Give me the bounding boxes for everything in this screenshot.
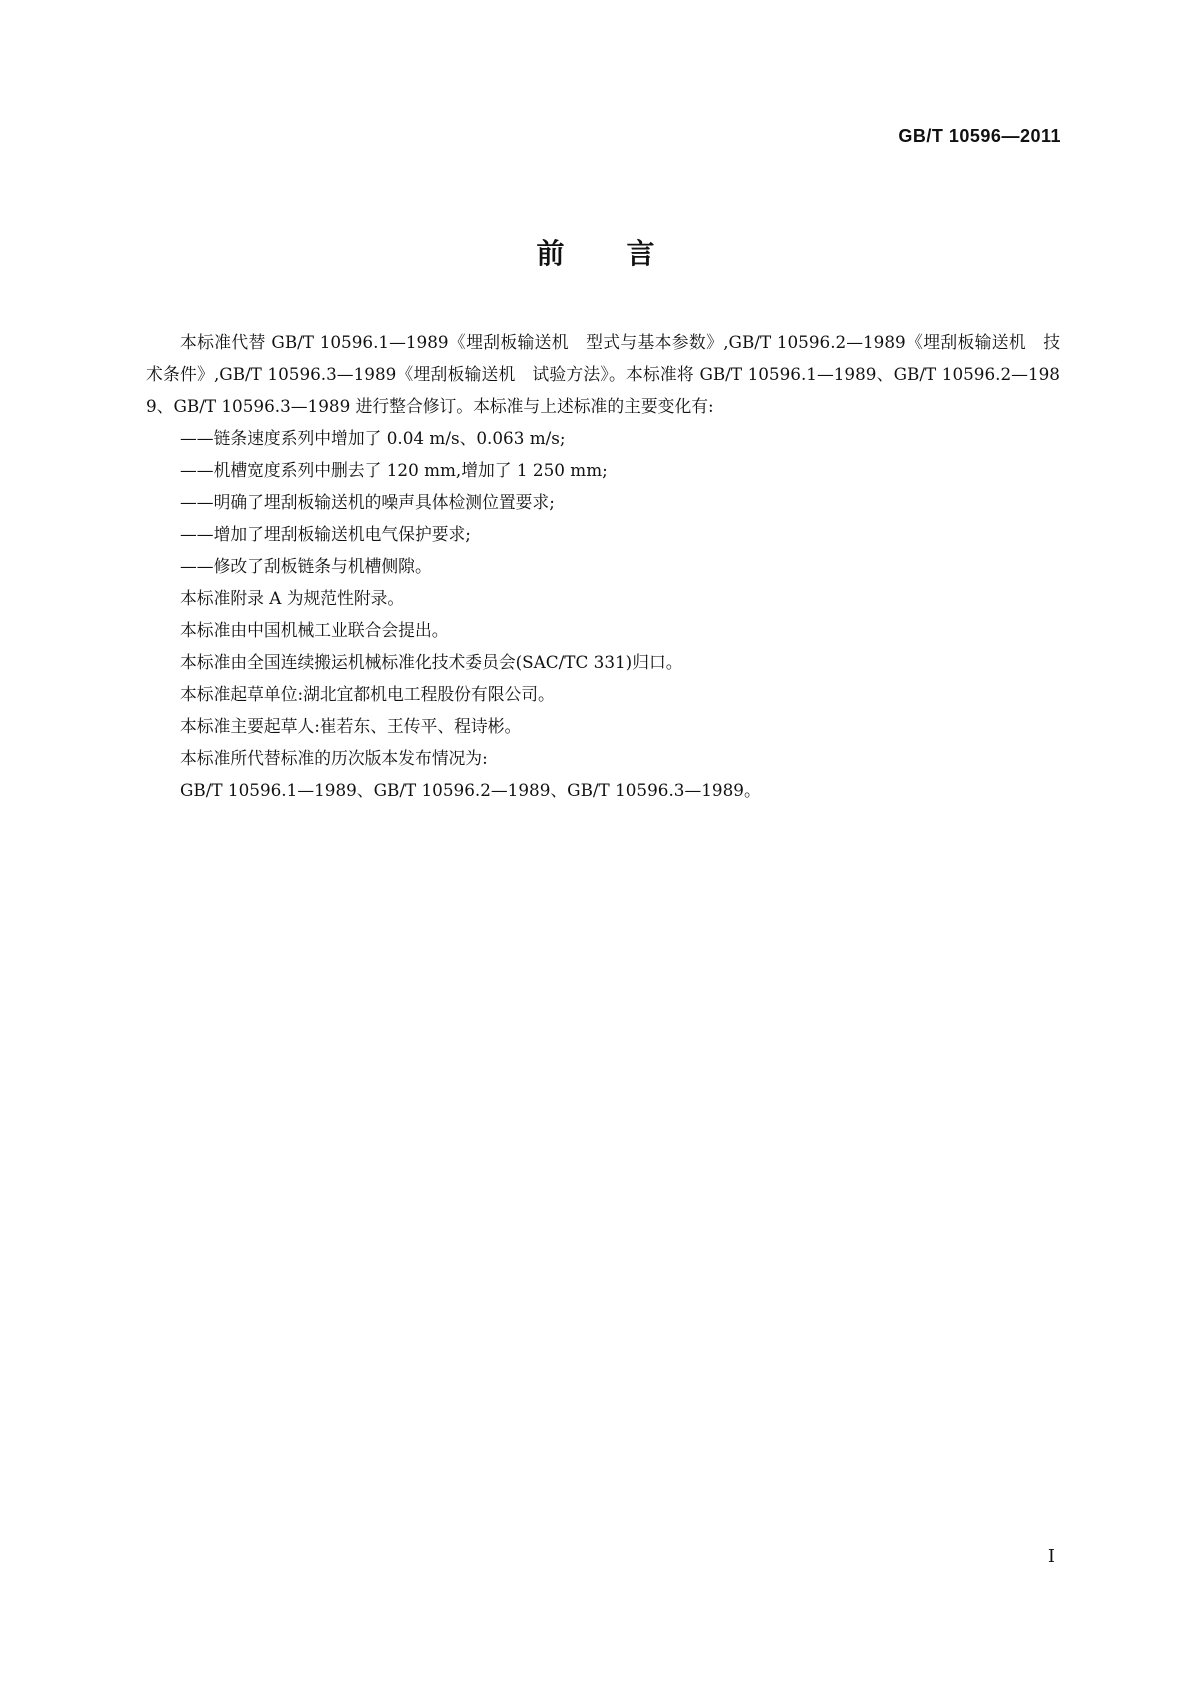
- intro-paragraph: 本标准代替 GB/T 10596.1—1989《埋刮板输送机 型式与基本参数》,GB/T 10596.2—1989《埋刮板输送机 技术条件》,GB/T 10596.3—1989《埋刮板输送机 试验方法》。本标准将 GB/T 10596.1—1989、GB/T 10596.2—1989、GB/T 10596.3—1989 进行整合修订。本标准与上述标准的主要变化有:: [146, 332, 1060, 416]
- change-item: ——机槽宽度系列中删去了 120 mm,增加了 1 250 mm;: [180, 460, 608, 480]
- statement-drafting-unit: 本标准起草单位:湖北宜都机电工程股份有限公司。: [180, 684, 555, 704]
- page-number: I: [1047, 1546, 1055, 1567]
- statement-committee: 本标准由全国连续搬运机械标准化技术委员会(SAC/TC 331)归口。: [180, 652, 683, 672]
- change-item: ——修改了刮板链条与机槽侧隙。: [180, 556, 432, 576]
- history-list: GB/T 10596.1—1989、GB/T 10596.2—1989、GB/T 10596.3—1989。: [180, 780, 761, 800]
- page-title: 前言: [536, 237, 717, 270]
- statement-proposer: 本标准由中国机械工业联合会提出。: [180, 620, 449, 640]
- statement-annex: 本标准附录 A 为规范性附录。: [180, 588, 405, 608]
- change-item: ——增加了埋刮板输送机电气保护要求;: [180, 524, 471, 544]
- preface-body: [146, 326, 1060, 806]
- standard-code: GB/T 10596—2011: [898, 126, 1061, 146]
- change-item: ——明确了埋刮板输送机的噪声具体检测位置要求;: [180, 492, 555, 512]
- statement-drafters: 本标准主要起草人:崔若东、王传平、程诗彬。: [180, 716, 522, 736]
- change-item: ——链条速度系列中增加了 0.04 m/s、0.063 m/s;: [180, 428, 566, 448]
- statement-history-intro: 本标准所代替标准的历次版本发布情况为:: [180, 748, 488, 768]
